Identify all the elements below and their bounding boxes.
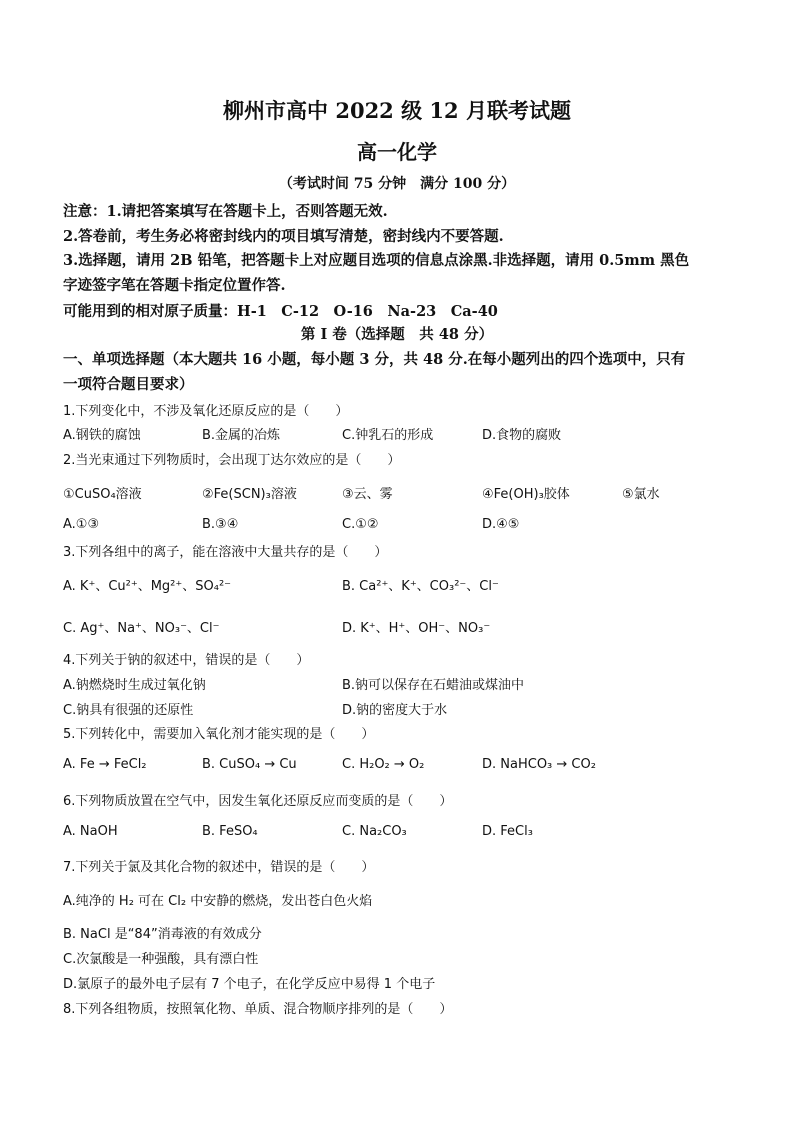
option-b: B. FeSO₄ <box>202 824 258 839</box>
question-stem: 7.下列关于氯及其化合物的叙述中，错误的是（ ） <box>63 860 375 875</box>
option-d: D.食物的腐败 <box>482 428 562 443</box>
question-stem: 6.下列物质放置在空气中，因发生氧化还原反应而变质的是（ ） <box>63 794 453 809</box>
option-c: C.钠具有很强的还原性 <box>63 703 194 718</box>
option-b: B.钠可以保存在石蜡油或煤油中 <box>342 678 525 693</box>
option-d: D. FeCl₃ <box>482 824 533 839</box>
option-c: C.次氯酸是一种强酸，具有漂白性 <box>63 952 259 967</box>
question-stem: 5.下列转化中，需要加入氧化剂才能实现的是（ ） <box>63 727 375 742</box>
note-2: 2.答卷前，考生务必将密封线内的项目填写清楚，密封线内不要答题. <box>63 228 504 245</box>
note-3b: 字迹签字笔在答题卡指定位置作答. <box>63 277 286 294</box>
option-c: C.①② <box>342 517 379 532</box>
option-b: B.③④ <box>202 517 239 532</box>
option-d: D. K⁺、H⁺、OH⁻、NO₃⁻ <box>342 621 491 636</box>
note-3a: 3.选择题，请用 2B 铅笔，把答题卡上对应题目选项的信息点涂黑.非选择题，请用 0.5mm 黑色 <box>63 252 690 269</box>
option-b: B. CuSO₄ → Cu <box>202 757 297 772</box>
option-a: A.钠燃烧时生成过氧化钠 <box>63 678 206 693</box>
option-a: A.①③ <box>63 517 100 532</box>
option-b: B. NaCl 是“84”消毒液的有效成分 <box>63 927 262 942</box>
option-a: A.钢铁的腐蚀 <box>63 428 141 443</box>
option-a: A.纯净的 H₂ 可在 Cl₂ 中安静的燃烧，发出苍白色火焰 <box>63 894 373 909</box>
option-c: C. H₂O₂ → O₂ <box>342 757 425 772</box>
option-b: B. Ca²⁺、K⁺、CO₃²⁻、Cl⁻ <box>342 579 499 594</box>
item-3: ③云、雾 <box>342 487 393 502</box>
question-stem: 4.下列关于钠的叙述中，错误的是（ ） <box>63 653 310 668</box>
section-title: 第 I 卷（选择题 共 48 分） <box>300 326 494 343</box>
exam-title: 柳州市高中 2022 级 12 月联考试题 <box>223 98 571 123</box>
section-intro-a: 一、单项选择题（本大题共 16 小题，每小题 3 分，共 48 分.在每小题列出的四个选项中，只有 <box>63 351 686 368</box>
option-d: D.钠的密度大于水 <box>342 703 448 718</box>
atomic-masses: 可能用到的相对原子质量：H-1 C-12 O-16 Na-23 Ca-40 <box>63 303 498 320</box>
option-d: D. NaHCO₃ → CO₂ <box>482 757 596 772</box>
question-stem: 8.下列各组物质，按照氧化物、单质、混合物顺序排列的是（ ） <box>63 1002 453 1017</box>
option-a: A. K⁺、Cu²⁺、Mg²⁺、SO₄²⁻ <box>63 579 232 594</box>
item-2: ②Fe(SCN)₃溶液 <box>202 487 297 502</box>
option-a: A. NaOH <box>63 824 118 839</box>
option-d: D.氯原子的最外电子层有 7 个电子，在化学反应中易得 1 个电子 <box>63 977 436 992</box>
option-c: C.钟乳石的形成 <box>342 428 434 443</box>
item-5: ⑤氯水 <box>622 487 660 502</box>
option-b: B.金属的冶炼 <box>202 428 281 443</box>
item-4: ④Fe(OH)₃胶体 <box>482 487 570 502</box>
note-1: 注意：1.请把答案填写在答题卡上，否则答题无效. <box>63 203 388 220</box>
question-stem: 2.当光束通过下列物质时，会出现丁达尔效应的是（ ） <box>63 453 401 468</box>
option-d: D.④⑤ <box>482 517 520 532</box>
option-a: A. Fe → FeCl₂ <box>63 757 147 772</box>
section-intro-b: 一项符合题目要求） <box>63 376 194 393</box>
option-c: C. Ag⁺、Na⁺、NO₃⁻、Cl⁻ <box>63 621 220 636</box>
exam-info: （考试时间 75 分钟 满分 100 分） <box>278 176 516 192</box>
option-c: C. Na₂CO₃ <box>342 824 407 839</box>
subject-title: 高一化学 <box>357 140 437 164</box>
question-stem: 1.下列变化中，不涉及氧化还原反应的是（ ） <box>63 404 349 419</box>
item-1: ①CuSO₄溶液 <box>63 487 142 502</box>
question-stem: 3.下列各组中的离子，能在溶液中大量共存的是（ ） <box>63 545 388 560</box>
